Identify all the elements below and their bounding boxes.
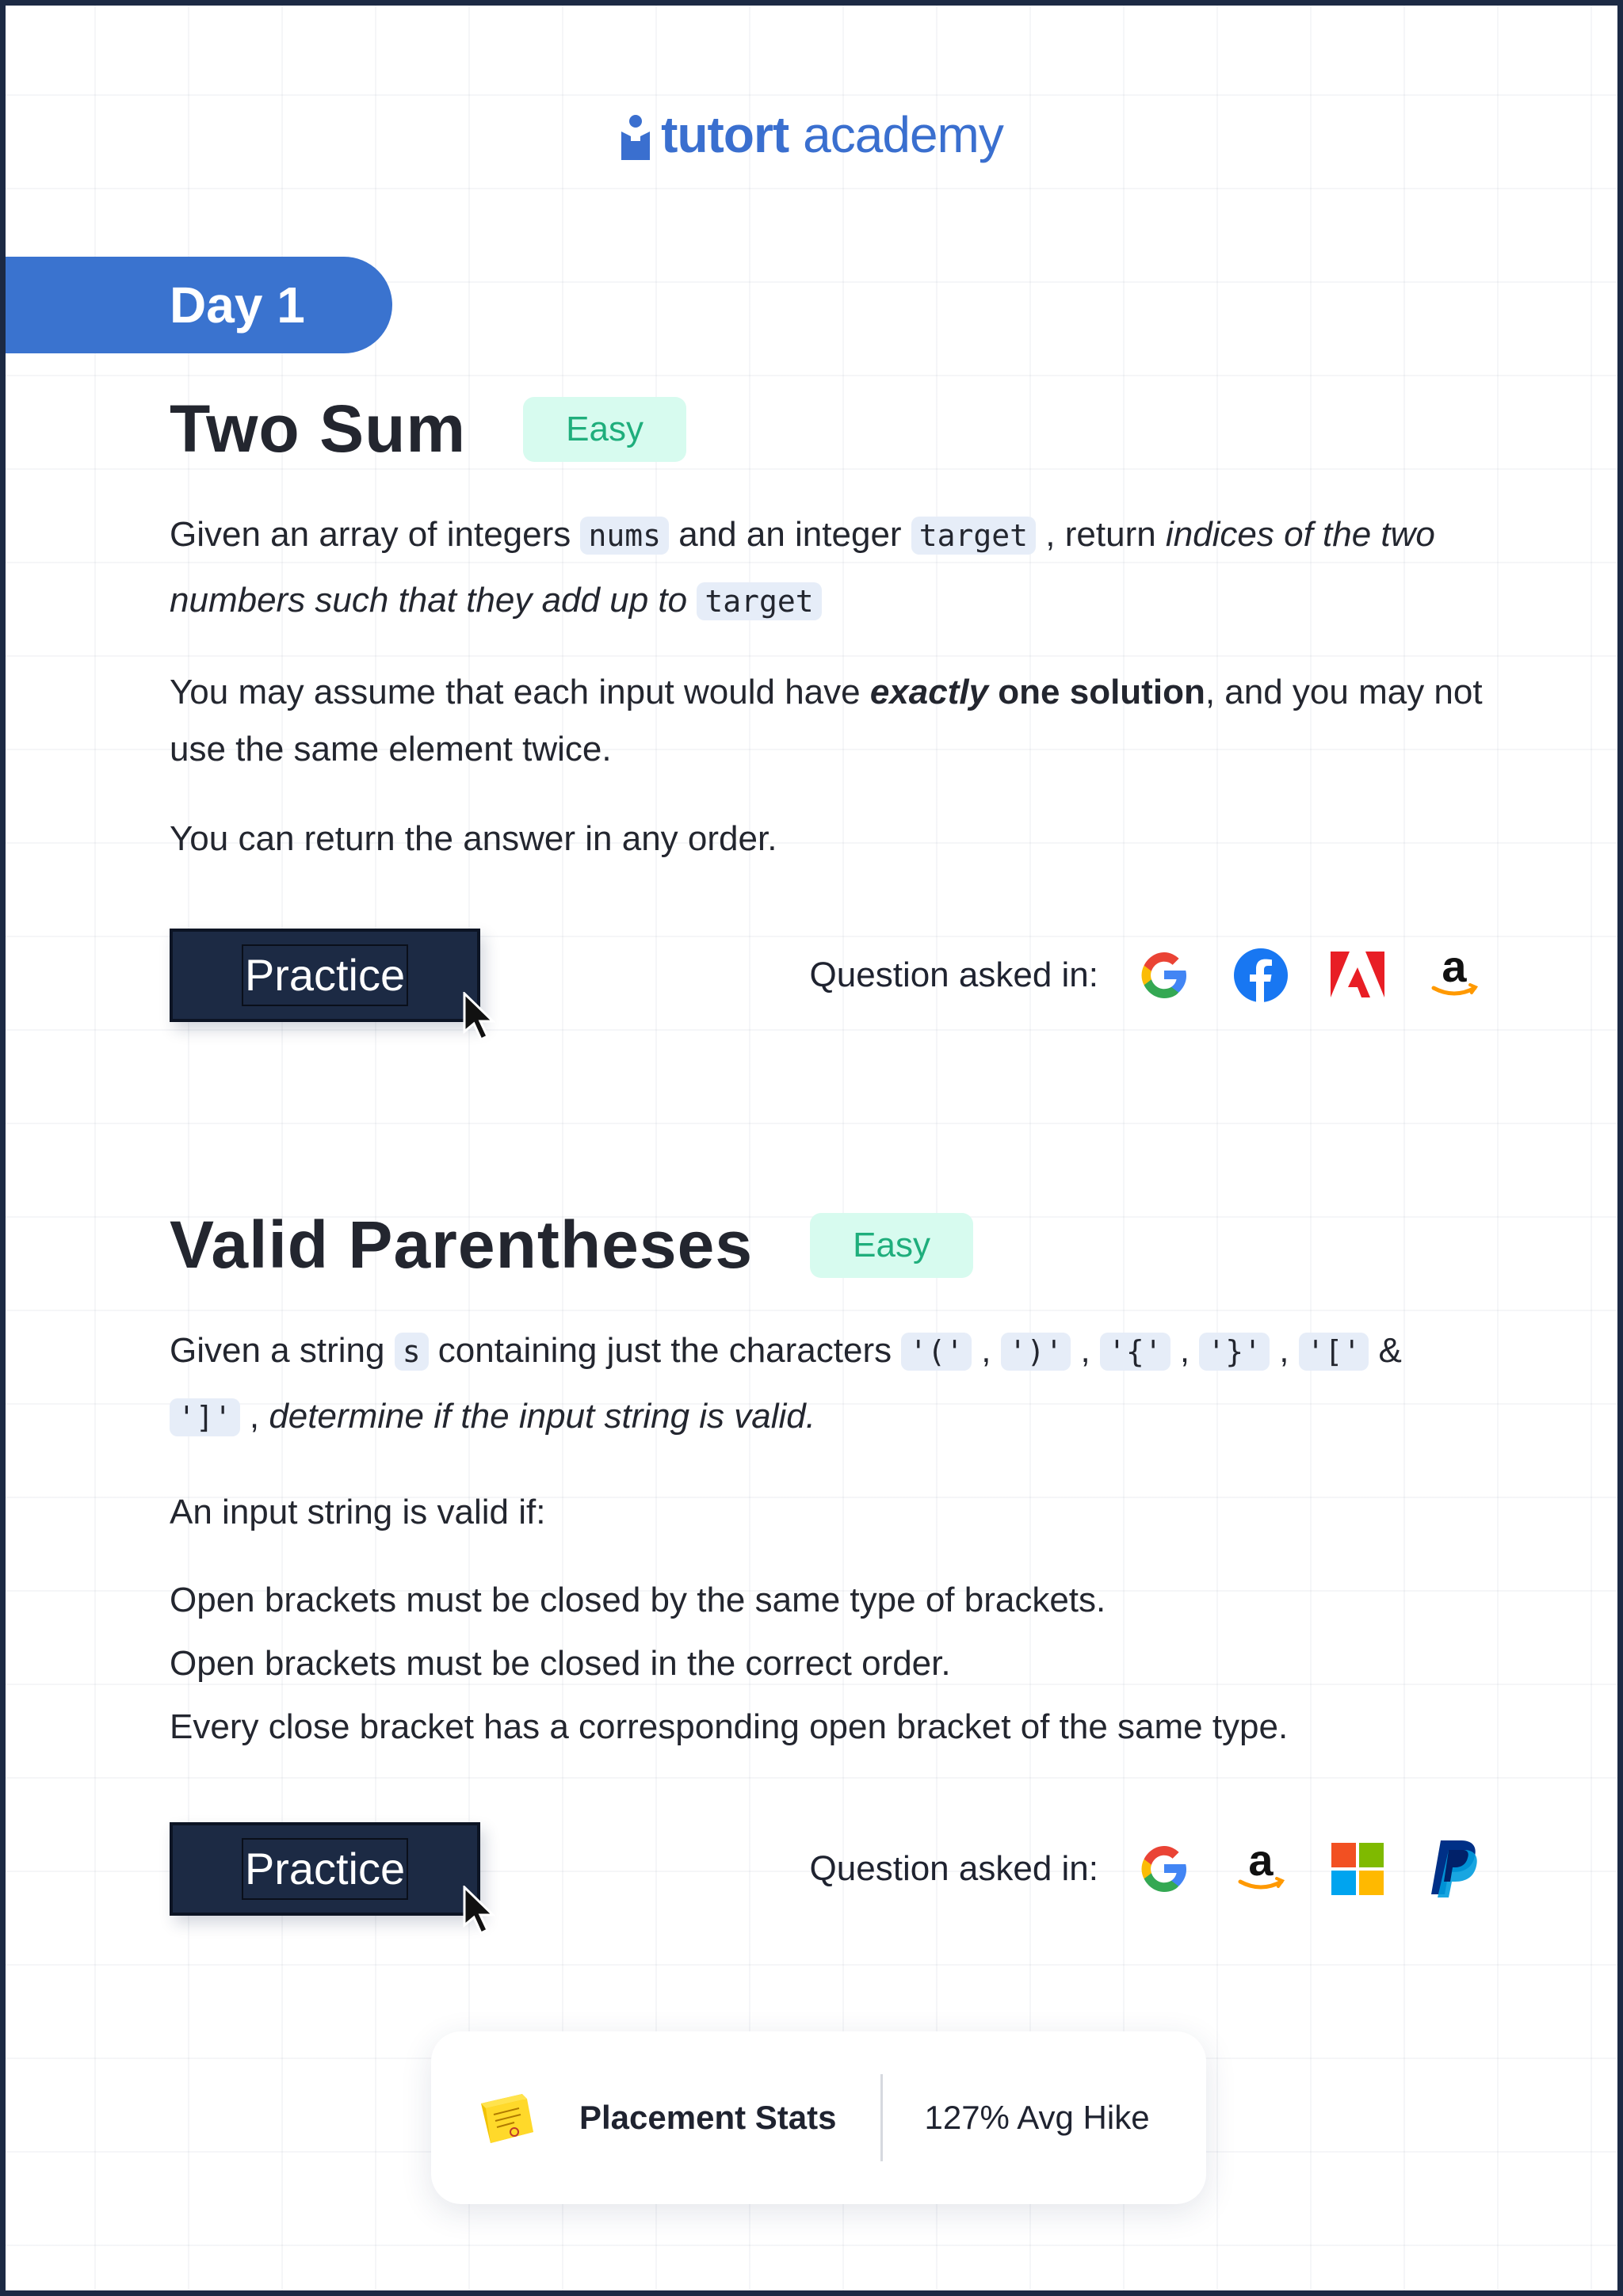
svg-text:a: a — [1442, 947, 1467, 991]
brand-word-academy: academy — [803, 106, 1003, 163]
cursor-icon — [461, 992, 501, 1043]
logo-mark-icon — [620, 114, 651, 162]
amazon-icon — [1423, 944, 1485, 1006]
valid-intro: An input string is valid if: — [170, 1493, 546, 1531]
difficulty-badge: Easy — [523, 397, 686, 462]
adobe-icon — [1327, 944, 1388, 1006]
problem-title: Two Sum — [170, 391, 467, 466]
paypal-icon — [1423, 1838, 1485, 1900]
code-nums: nums — [580, 517, 669, 555]
problem-note: You can return the answer in any order. — [170, 819, 777, 858]
problem-description: Given a string s containing just the characters '(' , ')' , '{' , '}' , '[' & ']' , determine if the input string is valid. — [170, 1331, 1402, 1436]
difficulty-badge: Easy — [810, 1213, 973, 1278]
problem-description: Given an array of integers nums and an integer target , return indices of the two numbers such that they add up to target — [170, 515, 1435, 620]
sticky-note-icon — [475, 2086, 538, 2149]
avg-hike-value: 127% Avg Hike — [924, 2099, 1150, 2136]
svg-text:a: a — [1248, 1840, 1274, 1885]
stats-divider — [880, 2074, 883, 2161]
day-pill: Day 1 — [6, 257, 392, 353]
problem-valid-parentheses — [170, 1207, 1517, 1916]
google-icon — [1133, 1838, 1195, 1900]
code-target: target — [911, 517, 1036, 555]
brand-logo — [6, 105, 1617, 164]
brand-word-tutort: tutort — [661, 106, 789, 163]
asked-label: Question asked in: — [809, 1849, 1098, 1888]
rule-item: Every close bracket has a corresponding open bracket of the same type. — [170, 1707, 1289, 1746]
asked-label: Question asked in: — [809, 955, 1098, 994]
code-s: s — [395, 1333, 429, 1371]
amazon-icon — [1230, 1838, 1292, 1900]
practice-label: Practice — [242, 1838, 408, 1900]
placement-stats-card — [431, 2031, 1206, 2204]
companies-list — [810, 1838, 1485, 1900]
companies-list — [810, 944, 1485, 1006]
rule-item: Open brackets must be closed by the same type of brackets. — [170, 1581, 1106, 1619]
problem-title: Valid Parentheses — [170, 1207, 754, 1282]
cursor-icon — [461, 1886, 501, 1936]
code-target: target — [697, 582, 821, 620]
facebook-icon — [1230, 944, 1292, 1006]
practice-button[interactable] — [170, 1822, 480, 1916]
practice-label: Practice — [242, 944, 408, 1006]
problem-constraint: You may assume that each input would have exactly one solution, and you may not use the same element twice. — [170, 673, 1483, 769]
practice-button[interactable] — [170, 929, 480, 1022]
microsoft-icon — [1327, 1838, 1388, 1900]
rules-list — [170, 1569, 1517, 1759]
google-icon — [1133, 944, 1195, 1006]
rule-item: Open brackets must be closed in the correct order. — [170, 1644, 951, 1683]
stats-label: Placement Stats — [579, 2099, 837, 2136]
problem-two-sum — [170, 391, 1517, 1022]
